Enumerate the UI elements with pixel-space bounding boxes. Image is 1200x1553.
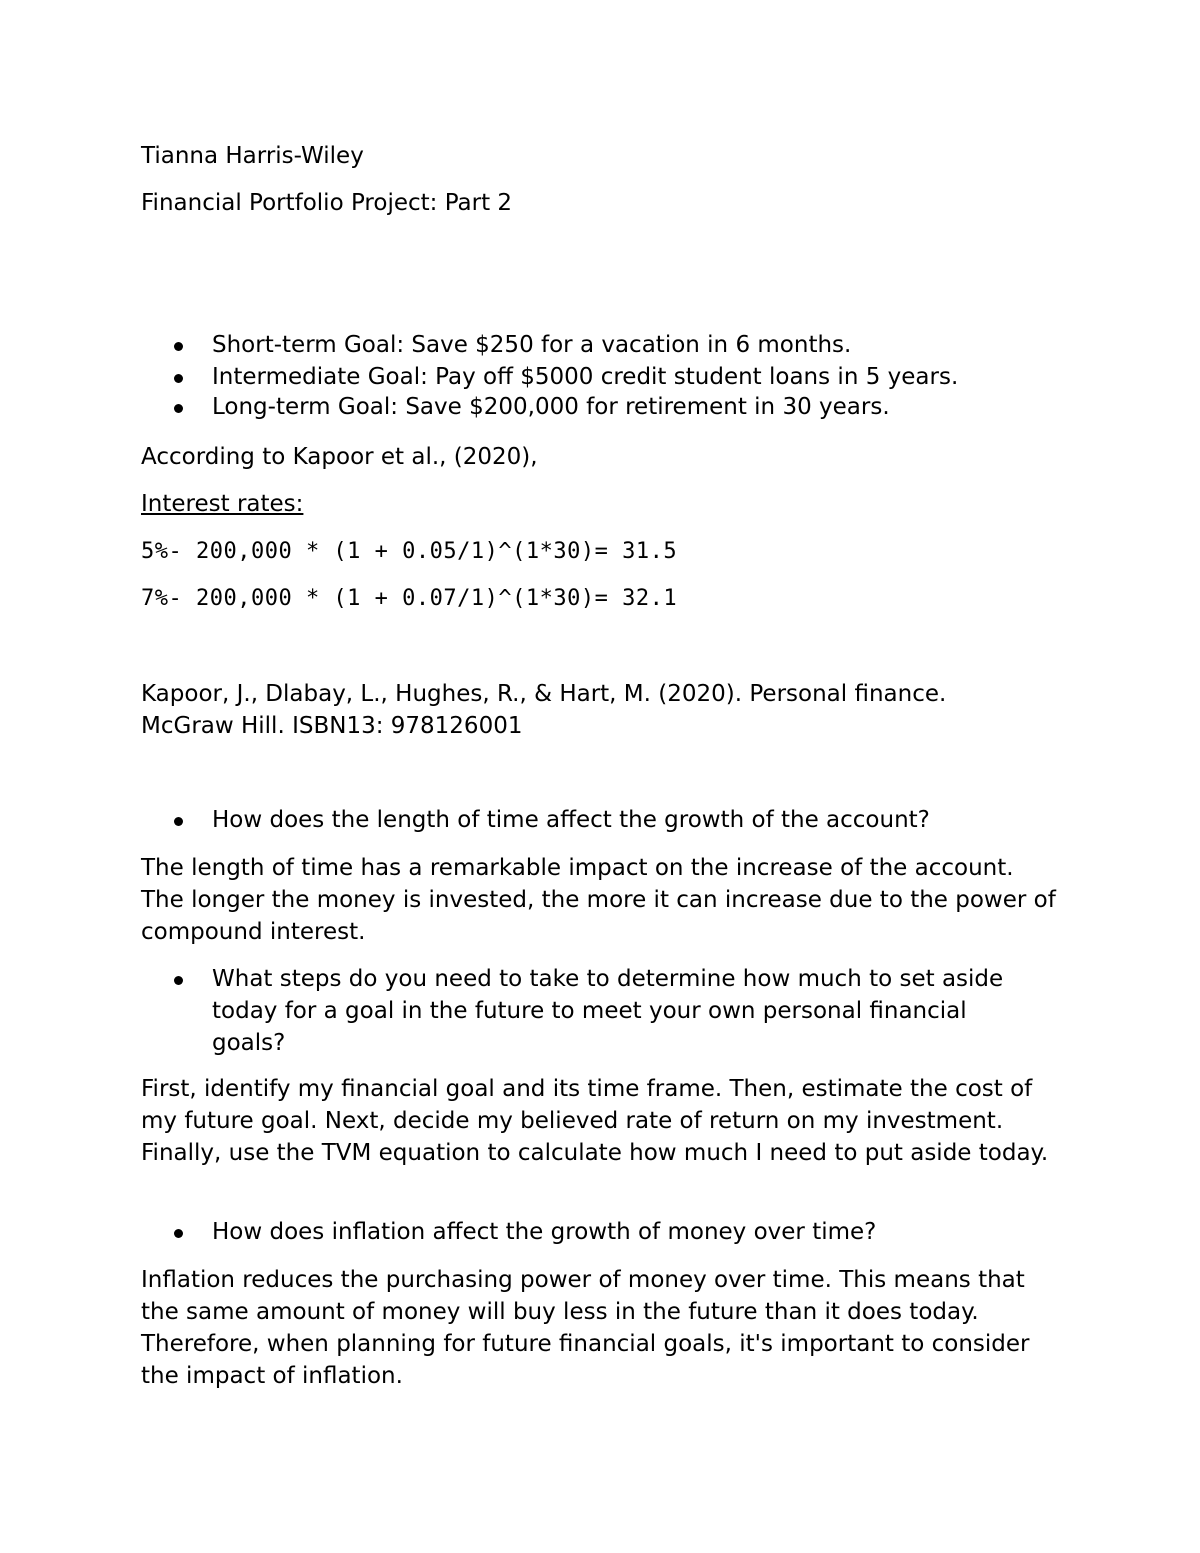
reference-line-2: McGraw Hill. ISBN13: 978126001 <box>141 713 523 739</box>
formula-7-percent: 7%- 200,000 * (1 + 0.07/1)^(1*30)= 32.1 <box>141 586 678 611</box>
document-title: Financial Portfolio Project: Part 2 <box>141 190 513 216</box>
goals-list <box>141 329 1041 423</box>
question-1-list <box>141 804 1041 836</box>
bullet-icon <box>174 817 183 826</box>
list-item: Intermediate Goal: Pay off $5000 credit student loans in 5 years. <box>141 361 1041 393</box>
bullet-icon <box>174 404 183 413</box>
author-name: Tianna Harris-Wiley <box>141 143 364 169</box>
interest-rates-heading: Interest rates: <box>141 491 304 517</box>
list-item: How does inflation affect the growth of money over time? <box>141 1216 1041 1248</box>
answer-2: First, identify my financial goal and its time frame. Then, estimate the cost of my future goal. Next, decide my believed rate of return on my investment. Finally, use the TVM equation to calculate how much I need to put aside today. <box>141 1076 1049 1166</box>
list-item: Long-term Goal: Save $200,000 for retirement in 30 years. <box>141 391 1041 423</box>
bullet-icon <box>174 1229 183 1238</box>
bullet-icon <box>174 374 183 383</box>
bullet-icon <box>174 342 183 351</box>
answer-1: The length of time has a remarkable impact on the increase of the account. The longer the money is invested, the more it can increase due to the power of compound interest. <box>141 855 1056 945</box>
answer-3: Inflation reduces the purchasing power of money over time. This means that the same amount of money will buy less in the future than it does today. Therefore, when planning for future financial goals, it's important to consider the impact of inflation. <box>141 1267 1030 1389</box>
list-item: Short-term Goal: Save $250 for a vacation in 6 months. <box>141 329 1041 361</box>
question-3-list <box>141 1216 1041 1248</box>
reference-line-1: Kapoor, J., Dlabay, L., Hughes, R., & Hart, M. (2020). Personal finance. <box>141 681 947 707</box>
formula-5-percent: 5%- 200,000 * (1 + 0.05/1)^(1*30)= 31.5 <box>141 539 678 564</box>
question-2-list <box>141 963 1031 1059</box>
bullet-icon <box>174 976 183 985</box>
list-item: What steps do you need to take to determine how much to set aside today for a goal in the future to meet your own personal financial goals? <box>141 963 1031 1059</box>
citation-intro: According to Kapoor et al., (2020), <box>141 444 538 470</box>
list-item: How does the length of time affect the growth of the account? <box>141 804 1041 836</box>
